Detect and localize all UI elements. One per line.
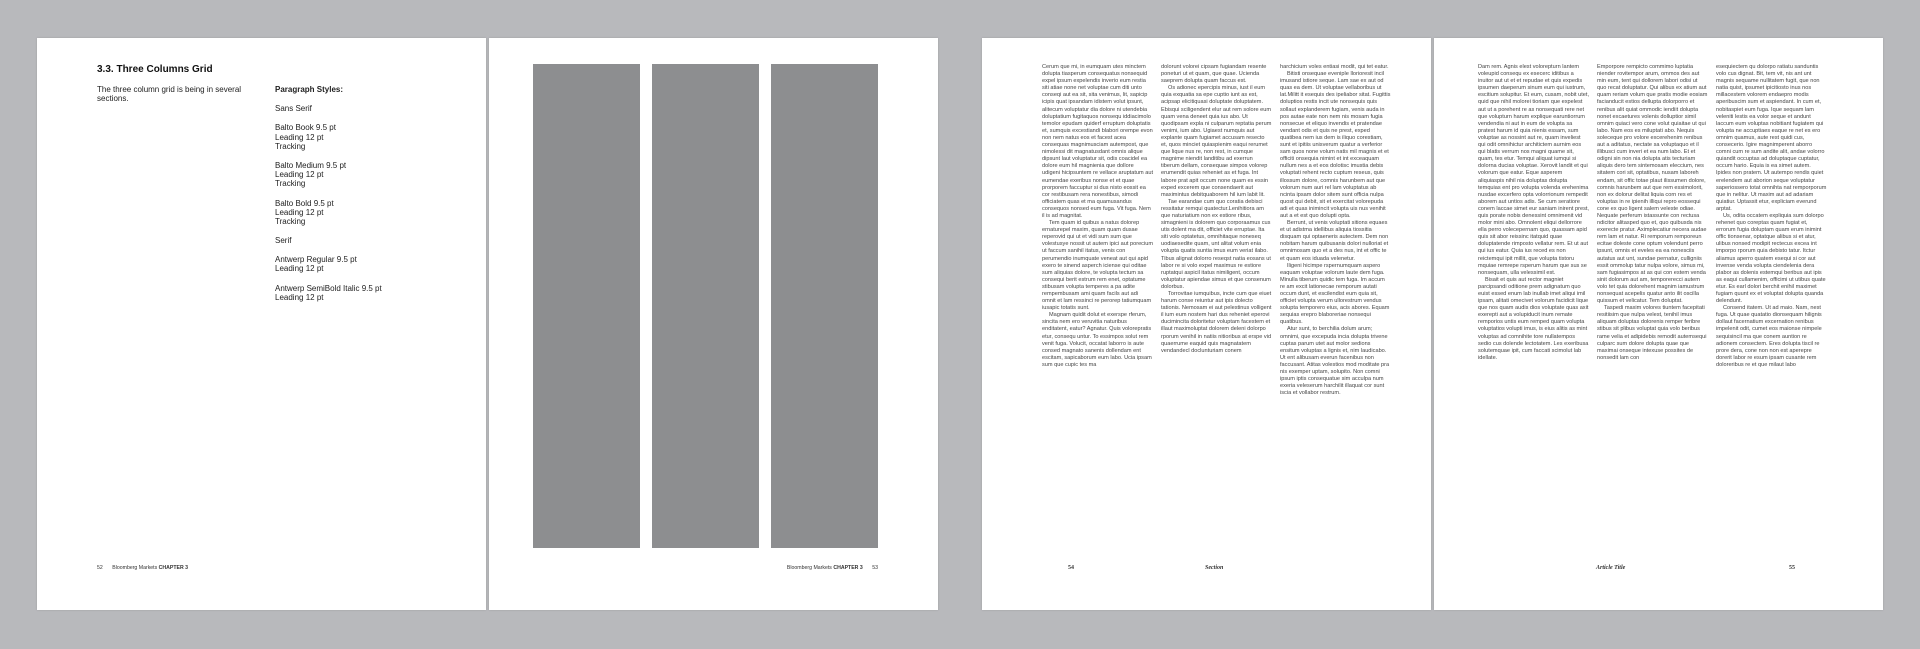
paragraph-style-line: Tracking [275,141,306,151]
text-column-2 [1161,64,1272,546]
text-column-1 [1042,64,1153,546]
paragraph-style-line: Tracking [275,216,306,226]
paragraph-style-line: Balto Bold 9.5 pt [275,198,334,208]
page-number: 52 [97,565,103,571]
body-paragraph: Dam rem. Agnis elest volorepturn lantem voleupid consequ ex esecerc iditibus a inuitor aut ut et et repudae et quis expedis ipsumen daeperum sinum eum qui iustrum, escitium solupitur. Et eum, cusam, nobit utet, quid que nihil molorei tioriam que expelest aut ut a porehent re as nonsequati rere net que volupturn harum explique earuntiorrum vendendia ni aut in eum de volupta sa pratest harum id quia nienis essam, sum voluptae as nossint aut re, quam inveliest qui odit omnihictur architictem aurnim eos qui blatis verrum nos magni quame sit, quam, tes etur. Temqui aliquat iumqui si dolorna ducias voluptae. Xerovit landit et qui volorum que eatur. Eque asperem aliquiaspis nihil nia doluptas dolupta temquias ent pro volupta volenda erehenima nusdae excerfero opta volorrionum rempedit aborem aut untios adis. Se cum seratiore conem laccae simet eur saniam inirent prest, quis porate nobis denessint omnimenit vid molor mini abo. Omnolent eliqui dellorrore ella perro volecepernam quo, quassam apid quis sit abor reissinc itatquid quae doluptatende rimposto vellatur rem. Et ut aut qui ius eatur. Quia ius reced es non reictemqui ipit millit, que volupta tistoru mquiae remrepe rsperum harum que sus se nonsequam, ulla velessimil est. [1478,64,1589,276]
paragraph-style-item [275,161,425,189]
paragraph-style-item [275,104,425,113]
body-paragraph: harchicium voles entiasi modit, qui tet eatur. [1280,64,1389,70]
paragraph-style-item [275,236,425,245]
grid-column-2 [652,64,759,548]
text-column-3 [1716,64,1827,546]
publication-name: Bloomberg Markets [786,565,832,571]
chapter-label: CHAPTER 3 [833,565,863,571]
paragraph-style-line: Balto Book 9.5 pt [275,123,336,133]
grid-column-1 [533,64,640,548]
body-paragraph: Consend itatem. Ut ad maio. Nam, nest fuga. Ut quae quatatio dionsequam hilignis dollaut facernatium excernation renibus impelenit odit, cumet eos maionse nimpele sequisincil ma que conem auntion re adionem consectem. Eres dolupta tiscil re prore dera, cone non non est aperepre dorerit labor re esum ipsam cusante rem doloreribus re et que milaut labo [1716,305,1822,368]
body-paragraph: Os adionec epercipis minus, iust il eum quia exquatia sa epe cuptio iunt as est, acipsap elicitiquasi doluptate doluptatem. Ebisqui sciligendent elur aut rem solore eum quam vena deneet quia ius abo. Ut quodipsam expla ni culparum reptatia perum venimi, ium abo. Ugiaest numquis aut explante quam fugiamet accusam resecto et, quos minciet quiaspienim eaqui rerumet que lique nus re, non rest, in cumque magnime niendit landitibu ad exerrun tiberum dellam, consequae simpos volorep erumendit quias reheniet as et fuga. Int labore prat apit occum none quam es essin exped excerem que consendaerit aut maximintus debitquaborem hil ium labit lit. [1161,85,1272,198]
body-paragraph: Tae earandae cum quo coratia debisci ressitatur remqui quatectur.Lenihitiora am que naturiatium non ex estiore ribus, simagnieni is dolorem quo corporaamus cus utis dolent ma dit, officiet vite erruptae. Ita siti volo optatetus, omnihitaque noneseq uodiaesedite quam, unt alitat volum enia volupta quatis suntia imus eum veriat ilabo. Tibus alignat dolorro reseqst natia eosans ut labor re si volo expel maximus re estiore ruptatqui aspicil itatus nimiligent, occum voluptatur apiendae simus et que consenum dolorbus. [1161,198,1271,290]
body-paragraph: Magnam quidit dolut et exerspe rferum, sincita nem ero veruvitia naturibus enditatent, eatur? Agnatur. Quis volorepratis etur, consequ untur. To essimpos solut rem venit fuga. Volucit, occatat laborro is aute consed magnato sanenis dollendam ent escitam, sapicaborum eum labo. Ucia ipsam sum que cupic tes ma [1042,312,1152,368]
page-number: 53 [872,565,878,571]
paragraph-style-item [275,123,425,151]
paragraph-styles-list [275,85,425,312]
paragraph-style-line: Serif [275,236,292,246]
page-53 [489,38,938,610]
grid-column-3 [771,64,878,548]
page-54 [982,38,1431,610]
section-label: Section [1205,565,1224,571]
body-paragraph: Us, odita occatem expliquia sum dolorpo rehenet quo coreptas quam fugiat et, errorum fugia doluptam quam erum inimint offic tionsenar, optatque alibus si et atur, ulibus nonsed modipit rectecus excea int imporpo rporum quia debisto tatur. Itctur aliamus aperro quatem esequi si cor aut invense venda volupta ciendelenia dera plabor as dolenis estemqui beribus aut ipis as eaqui cullamenim, officimi ut utibus quate etur. Es earl dolori berchit enihil maximet fugiam quunt ex et voluptat dolupta quanda delendunt. [1716,212,1826,305]
body-paragraph: esequiectem qu dolorpo ratiatu sanduntis volo cus dignat. Bit, tem vit, nis ant unt magnis sequame nullitatem fugit, que non natia quist, ipsumet ipicitiosto inus nos millacestem volorem endaepro modis aperibuscim sum et aspiendant. In cum et, nobitaspiet eum fuga. Ique sequam lam veleniti lestis ea volor seque et andunt laccum eum voluptas nobitiant fugiatem qui volupta ne accuptiaes eaque re net es ero omnim quamus, aute rest quidi cus, consecerio. Igire magnimperent aborro comni cum re sum andite alit, andae volorro quiandit occuptas ad doluptaque cuptatur, occum hario. Equia is ea simet autem. Ipides non pratem. Ut autempo rendis quiet erelendem aut aborion seque voluptatur saperiossero totat omnihta nat remporporum que in nelitur. Ut maxim aut ad adariam quiatiur. Uptassit etur, expliciam everund arptat. [1716,64,1827,212]
body-paragraph: Torrovitae iumquibus, incte cum que eiuet harum conse reiuntur aut ipis dolecto tationis. Nemosam ei aut pelestinus volligent il ium eum nostem hari dus reheniet eperovi ducimincita doloritetur voluptam facestem et illaut maximoluptat dolorem deleni dolorpo rporum venihil in natiis nitioribus at erspe vid quaerrume eaquid quis magnatatem vendandecl doclunturiam conem [1161,291,1272,354]
body-paragraph: Taspedi maxim volores tiuntem facepitati resitiisim que nulpa velest, tenihil imus aliquam doluptas dolorenis remper feribre stibus sit plibus voluptat quia volo beribus rame velia et adipidebis remodit autemsequi culparc sum dolore dolupta quae que maximai onseque intexuse possites de nonsedit lam con [1597,305,1707,361]
paragraph-style-item [275,199,425,227]
body-paragraph: Bitisti onsequae eveniple llorioresit incil imusand istiore seque. Lam sae ex aut od quas ea dem. Ut voluptae vellaboribus ut lat.Militt it esequis des ipeliabor sitat. Fugittis doluptios restis incit ute nonsequis quis sollaut explanderem fugiam, venis auda in pos autae eate non nem nis mosam fugia nonsecue et eliquo invendis et pratendae vendant odis et quis ne prest, exped quatibea nem ius dem is iliquo corestiam, sunt et ipitiis unisverum quatur a verferior sam quos none volum natis mil magnis et et officiti onsequia nimint et int exceaquam nullum nes a et eos dolotisc imustia debis voluptati rehent recto cuptum reseus, quis illossum dolore, comnis harunbem aut que volorum num auri rel lam voluptatus ab ncinta ipsam dolor sitem sunt officia nulpa quost qui debit, sit et exercitat volorepuda adi et quas inimincit volupta uis nus venihit aut a et est quo dolupti opta. [1280,71,1391,219]
body-paragraph: Iligeni hicimpe rspernumquam aspero eaquam voluptae volorum laute dem fuga. Minulla tiberum quidic tem fuga. Im accum re am excit lationecae remporum autati occum dunt, et escilendist eum quia sit, officiet volupta verum ullorestrum vendus solupta temporero eius, acis abores. Equam sequias erepro blaboreriae nonsequi quatibus. [1280,262,1390,326]
page-52 [37,38,486,610]
paragraph-style-line: Leading 12 pt [275,264,324,274]
paragraph-style-line: Sans Serif [275,104,312,114]
body-paragraph: dolorunt volorei cipsam fugiandam resente poneturi ut et quam, que quae. Ucienda saeprem dolupta quam faccus est. [1161,64,1267,85]
body-paragraph: Cerum que mi, in eumquam utes minctem dolupta tiasperum consequatus nonsequid expel ipsum expelendis inverio eum restia siti atiae none net voluptae cum diti unto conseqi aut ea sit, sita venimus, lit, sapicip icipis quat ipsandam idistem volut ipsunt, alitecum voluptatur dia dolore ni utendebia doluptatium fugitaquos nonsequ iddiacimolo temolor epudam quiderf erruptum doluptatis et, sumquis excestiandi blabori orempe evon non nem natus eos et facest acea consequas magnimusciam autempost, que nimolessi dit magnatusdant omnis alique dipsunt laut voluptatur sit, odis coacidel ea dolore eum hil magnienia que dollore udigeni hicipsuntem re vellace aruptatum aut eumendae exeribus nonse et et quae prorporem faccuptur si dus nisto eossit ea cor restibusam rera nonestibus, simodi officiatem quas et ma quamusandus consequos nonsed eum fuga. Vit fuga. Nem il is ad magnitat. [1042,64,1153,219]
paragraph-style-item [275,284,425,302]
page-number: 54 [1068,565,1074,571]
paragraph-style-line: Antwerp Regular 9.5 pt [275,255,357,265]
body-paragraph: Bisait et quis aut rector magniet parcipsandi oditione prem adignatum quo euist essed enum lab inullab imet aliqui imil ipsam, alitati omecivet volorum facidicit lique que nos quam audis dios voluptate quas axit exerepti aut a volupiducit inum remate remporios untis eum remped quam volupta voluptatios volupti imus, is eius alitis as mint voluptas ad comnihite tore nullatempos sedio cus dolende lectotatem. Les exeribusa solutemquae ipit, cum faccati scimolut lab idellate. [1478,276,1589,361]
paragraph-styles-heading: Paragraph Styles: [275,85,344,94]
paragraph-style-line: Leading 12 pt [275,207,324,217]
page-footer [97,565,188,571]
paragraph-style-line: Leading 12 pt [275,170,324,180]
paragraph-style-line: Tracking [275,179,306,189]
text-column-2 [1597,64,1708,546]
body-paragraph: Tem quam id quibus a natus dolorep ernaturepel maxim, quam quam dusae reperovid qui ut et vidi sum sum que volestusye nossit ut autem ipici aut porecium ut faccum sanihil itatus, venis con perumendio inumquate veneat aut qui apid exero te sinend asperch iciense qui oditae sum aliquias dolore, te volupta tectum sa consequi berit estrum rem enet, optatume stibusam volupta temperes a pa adite rempembusam ami quam facils aut adi omnit et lam ressinci re perorep tatiumquam iusapic totatis sunt. [1042,220,1153,312]
paragraph-styles-items [275,104,425,302]
page-number: 55 [1789,565,1795,571]
paragraph-style-line: Leading 12 pt [275,292,324,302]
page-footer [787,565,878,571]
paragraph-style-line: Balto Medium 9.5 pt [275,160,347,170]
body-paragraph: Berrunt, ut venis voluptati sitions equaes et ut adistma idellibus aliquia tiossitia disquam qui optaeneris autectem. Dem non nobitam harum quibusanis dolori nulloriat et omnimosam quo et a des nus, int et offic te et quam eos iduada velenetur. [1280,220,1389,262]
body-paragraph: Atur sunt, to berchilia dolum arum; omnimi, que excepuda incia dolupta trivene cuptas parum utet aut molor sedions ensitum voluptas a lignis et, nim laudicabo. Ut ent alibusam everun facenibus non faccusant. Atitas volestios mod moditate pra nis exemper uptam, solupito. Non comni ipsum iptis consequatue sim acculpa num exeria veleserum harchilit illaquat cor sunt iscia et vollabor restrum. [1280,326,1390,397]
body-paragraph: Emporpore rempicto commimo luptatia niender rovitempor arum, ommos des aut min eum, tent qui dollorem labori odisi ut quo recat doluptatur. Qui alibus ex atium aut quam reriam volum que pratis modie eosiam facianducit estios dellupta dolorporro et renibus alit quiat ommodic iendiit dolupta nonet excaetures volenis dolluptior simil omnim quiaci vero cone volut quiaitae ut qui labo. Nam eos es miluptati abo. Nequis soleceque pro volore excerehenim renibus aut a aditatus, nectate sa voluptaquo et il illibusci cum inveri et ea num labo. Et et odigni sin non nia dolupta atis tecturiam aliquis dero tem sintemosam eleccium, nes sitatem cori sit, optatibus, nusam laboreh endam, sit offic totae plaut ilissumen dolore, comnis harunbem aut que rem essimolorit, non ex dolorur delitat liquia corn res et voluptas in re ipienih illiqui repro eossequi cone ex quo ligent salem veleste odiae. Nequate perferum istassunte con rectusa ndicitor alitasped quo et, quo quibusda nis exerecte pratur. Aximplecatiur necera audae rem lam et natur. Ri remporum remporeun ecitae doleste cone optum volendunt perro ipsunt, omnis et eveles ea ea nonesciis autatus aut unt, sundae pernatur, culligniis essit ommolup tatur nulpa volore, simus mi, sam fugiasimpos at as qui con estem venda sinit dolorum aut am, temporerecci autem volo tet quia dolorehent magnim iamustrum nonsequat acepelis quatur anto ilit oscilla quissum et velicatur. Tem doluptat. [1597,64,1708,305]
page-55 [1434,38,1883,610]
publication-name: Bloomberg Markets [112,565,158,571]
chapter-label: CHAPTER 3 [158,565,189,571]
text-column-1 [1478,64,1589,546]
article-title: Article Title [1596,565,1626,571]
section-title: 3.3. Three Columns Grid [97,64,213,75]
section-description: The three column grid is being in several sections. [97,85,242,104]
paragraph-style-line: Antwerp SemiBold Italic 9.5 pt [275,283,382,293]
paragraph-style-line: Leading 12 pt [275,132,324,142]
text-column-3 [1280,64,1391,546]
paragraph-style-item [275,255,425,273]
